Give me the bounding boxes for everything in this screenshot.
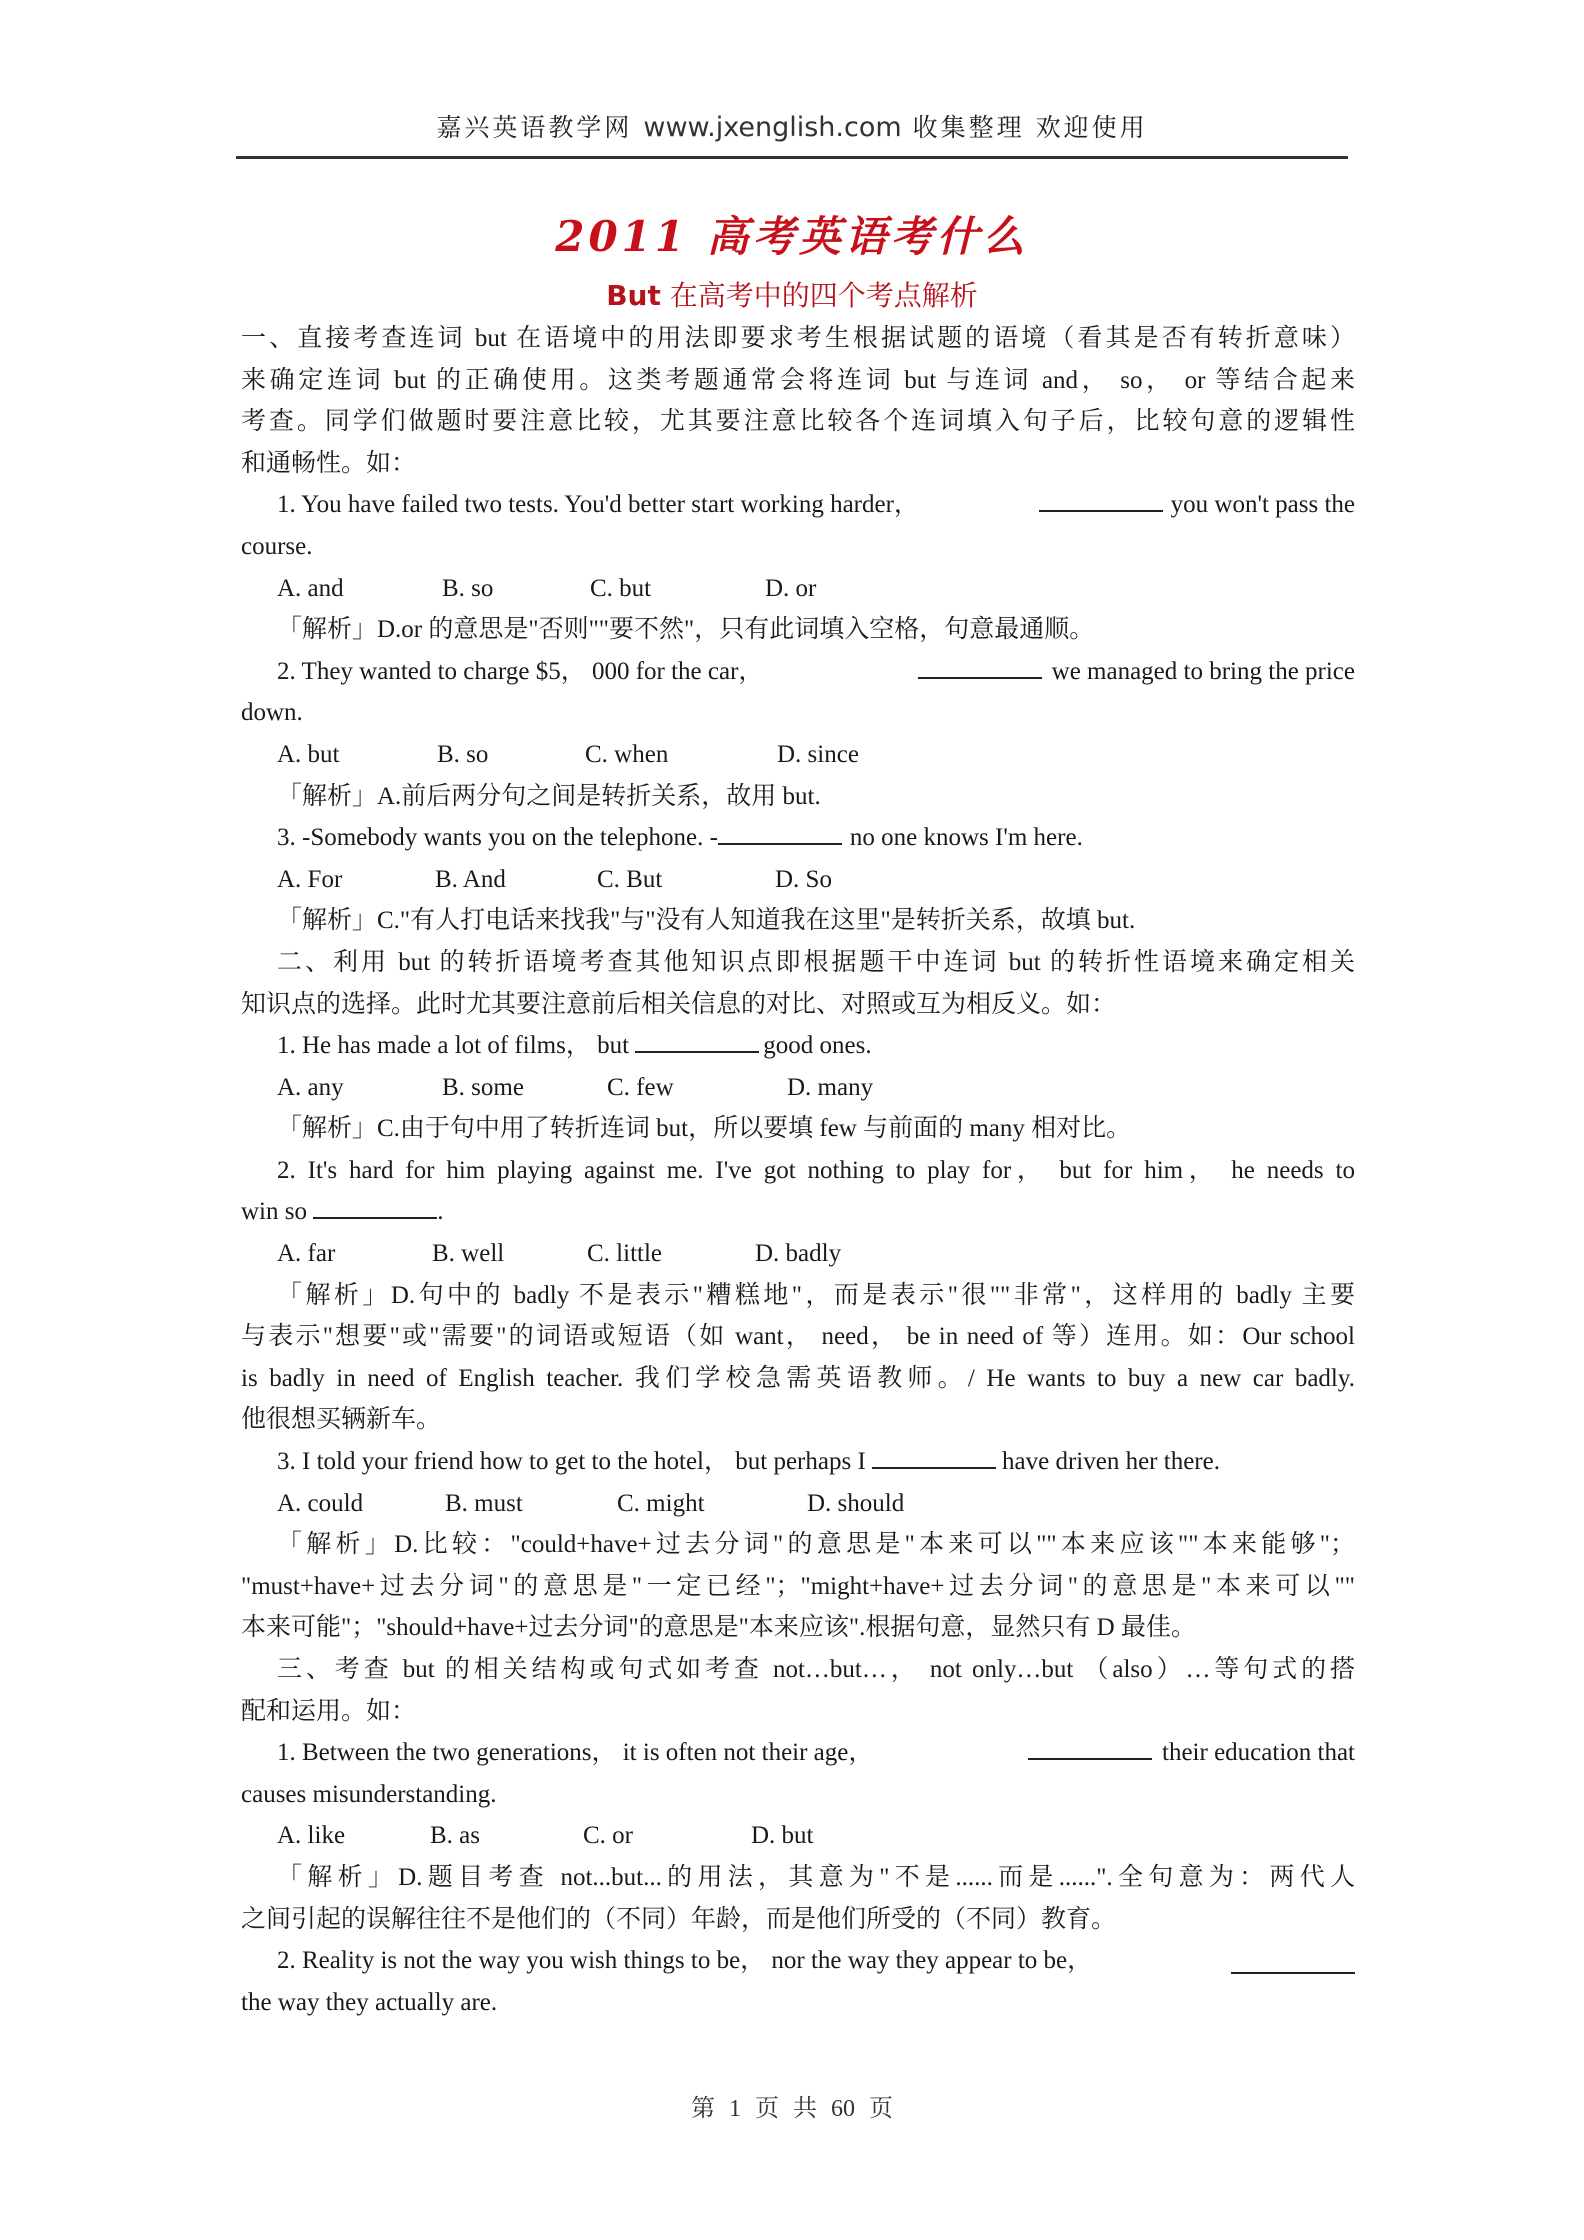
option-a: A. far (277, 1240, 336, 1268)
answer-options (241, 1233, 1355, 1275)
option-a: A. like (277, 1822, 346, 1850)
analysis-text: 「解析」A.前后两分句之间是转折关系，故用 but. (277, 782, 821, 810)
section-2-intro-line: 知识点的选择。此时尤其要注意前后相关信息的对比、对照或互为相反义。如： (241, 990, 1117, 1018)
option-c: C. might (617, 1489, 705, 1517)
option-d: D. badly (755, 1240, 842, 1268)
question-text: we managed to bring the price (1051, 657, 1355, 685)
analysis-text: 「解析」D.比较："could+have+过去分词"的意思是"本来可以""本来应该""本来能够"； (277, 1531, 1355, 1559)
answer-options (241, 859, 1355, 901)
question-stem (241, 1191, 1355, 1233)
question-stem (241, 1025, 1355, 1067)
option-b: B. as (430, 1822, 480, 1850)
section-1-intro-line: 来确定连词 but 的正确使用。这类考题通常会将连词 but 与连词 and， so， or 等结合起来 (241, 366, 1355, 394)
header-tagline: 收集整理 欢迎使用 (912, 113, 1148, 142)
answer-blank (1039, 486, 1163, 512)
question-text: have driven her there. (1002, 1448, 1220, 1476)
question-text: causes misunderstanding. (241, 1780, 497, 1808)
document-subtitle (0, 274, 1584, 314)
option-c: C. when (585, 740, 669, 768)
subtitle-keyword: But (606, 279, 661, 312)
question-text: down. (241, 699, 303, 727)
analysis-text: is badly in need of English teacher. 我们学校急需英语教师。/ He wants to buy a new car badly. (241, 1364, 1355, 1392)
question-text: course. (241, 532, 313, 560)
option-b: B. so (437, 740, 489, 768)
page-header (236, 108, 1348, 144)
section-1-intro-line: 和通畅性。如： (241, 449, 417, 477)
question-text: win so (241, 1198, 307, 1226)
option-d: D. or (765, 574, 817, 602)
site-name: 嘉兴英语教学网 (436, 113, 633, 142)
page-footer: 第 1 页 共 60 页 (691, 2096, 893, 2122)
answer-blank (872, 1443, 996, 1469)
analysis-text: 「解析」D.题目考查 not...but...的用法，其意为"不是......而是......".全句意为：两代人 (277, 1863, 1355, 1891)
option-a: A. and (277, 574, 344, 602)
analysis-text: 「解析」D.句中的 badly 不是表示"糟糕地"，而是表示"很""非常"，这样用的 badly 主要 (277, 1281, 1355, 1309)
section-2-intro-line: 二、利用 but 的转折语境考查其他知识点即根据题干中连词 but 的转折性语境来确定相关 (277, 948, 1355, 976)
option-b: B. well (432, 1240, 505, 1268)
answer-blank (1028, 1734, 1152, 1760)
option-d: D. since (777, 740, 859, 768)
question-text: . (437, 1198, 444, 1226)
option-b: B. must (445, 1489, 523, 1517)
answer-blank (635, 1027, 759, 1053)
question-text: no one knows I'm here. (849, 824, 1083, 852)
analysis-text: 「解析」D.or 的意思是"否则""要不然"，只有此词填入空格，句意最通顺。 (277, 616, 1095, 644)
question-text: 1. He has made a lot of films， but (277, 1032, 630, 1060)
option-c: C. or (583, 1822, 633, 1850)
answer-options (241, 1067, 1355, 1109)
question-text: you won't pass the (1170, 491, 1355, 519)
question-text: 3. I told your friend how to get to the hotel， but perhaps I (277, 1448, 866, 1476)
question-stem (241, 1732, 1355, 1774)
analysis-text: 「解析」C."有人打电话来找我"与"没有人知道我在这里"是转折关系，故填 but. (277, 907, 1136, 935)
question-text: 2. It's hard for him playing against me. I've got nothing to play for， but for him， he needs to (277, 1156, 1355, 1184)
question-text: 1. Between the two generations， it is often not their age， (277, 1739, 874, 1767)
option-b: B. And (435, 865, 506, 893)
question-stem (241, 484, 1355, 526)
answer-options (241, 568, 1355, 610)
answer-blank (1231, 1948, 1355, 1974)
option-a: A. For (277, 865, 343, 893)
analysis-text: 之间引起的误解往往不是他们的（不同）年龄，而是他们所受的（不同）教育。 (241, 1905, 1117, 1933)
option-a: A. could (277, 1489, 364, 1517)
option-c: C. But (597, 865, 663, 893)
answer-options (241, 1483, 1355, 1525)
analysis-text: 本来可能"；"should+have+过去分词"的意思是"本来应该".根据句意，显然只有 D 最佳。 (241, 1614, 1196, 1642)
analysis-text: 他很想买辆新车。 (241, 1406, 442, 1434)
question-text: their education that (1162, 1739, 1355, 1767)
question-text: 2. They wanted to charge $5， 000 for the car， (277, 657, 764, 685)
analysis-text: "must+have+过去分词"的意思是"一定已经"；"might+have+过去分词"的意思是"本来可以"" (241, 1572, 1355, 1600)
section-3-intro-line: 三、考查 but 的相关结构或句式如考查 not…but…， not only…but （also）…等句式的搭 (277, 1656, 1355, 1683)
question-text: the way they actually are. (241, 1988, 498, 2016)
option-c: C. little (587, 1240, 662, 1268)
option-d: D. but (751, 1822, 814, 1850)
option-b: B. some (442, 1073, 524, 1101)
question-stem (241, 1940, 1355, 1982)
option-d: D. So (775, 865, 832, 893)
option-b: B. so (442, 574, 494, 602)
option-d: D. should (807, 1489, 905, 1517)
option-d: D. many (787, 1073, 874, 1101)
question-stem (241, 817, 1355, 859)
option-c: C. but (590, 574, 652, 602)
question-text: good ones. (763, 1032, 872, 1060)
answer-blank (918, 653, 1042, 679)
answer-options (241, 1815, 1355, 1857)
analysis-text: 与表示"想要"或"需要"的词语或短语（如 want， need， be in need of 等）连用。如：Our school (241, 1323, 1355, 1351)
question-text: 2. Reality is not the way you wish things to be， nor the way they appear to be， (277, 1947, 1093, 1975)
subtitle-text: 在高考中的四个考点解析 (660, 279, 978, 312)
answer-blank (718, 819, 842, 845)
option-c: C. few (607, 1073, 674, 1101)
site-url: www.jxenglish.com (643, 112, 902, 143)
question-stem (241, 651, 1355, 693)
option-a: A. but (277, 740, 340, 768)
document-title: 2011 高考英语考什么 (555, 212, 1029, 261)
option-a: A. any (277, 1073, 344, 1101)
analysis-text: 「解析」C.由于句中用了转折连词 but，所以要填 few 与前面的 many 相对比。 (277, 1115, 1132, 1143)
section-1-intro-line: 一、直接考查连词 but 在语境中的用法即要求考生根据试题的语境（看其是否有转折意味） (241, 325, 1355, 352)
header-divider (236, 156, 1348, 159)
document-body (241, 318, 1355, 2023)
question-text: 3. -Somebody wants you on the telephone. - (277, 824, 718, 852)
section-3-intro-line: 配和运用。如： (241, 1697, 417, 1725)
question-stem (241, 1441, 1355, 1483)
answer-blank (313, 1193, 437, 1219)
answer-options (241, 734, 1355, 776)
question-text: 1. You have failed two tests. You'd better start working harder， (277, 491, 919, 519)
section-1-intro-line: 考查。同学们做题时要注意比较，尤其要注意比较各个连词填入句子后，比较句意的逻辑性 (241, 408, 1355, 436)
